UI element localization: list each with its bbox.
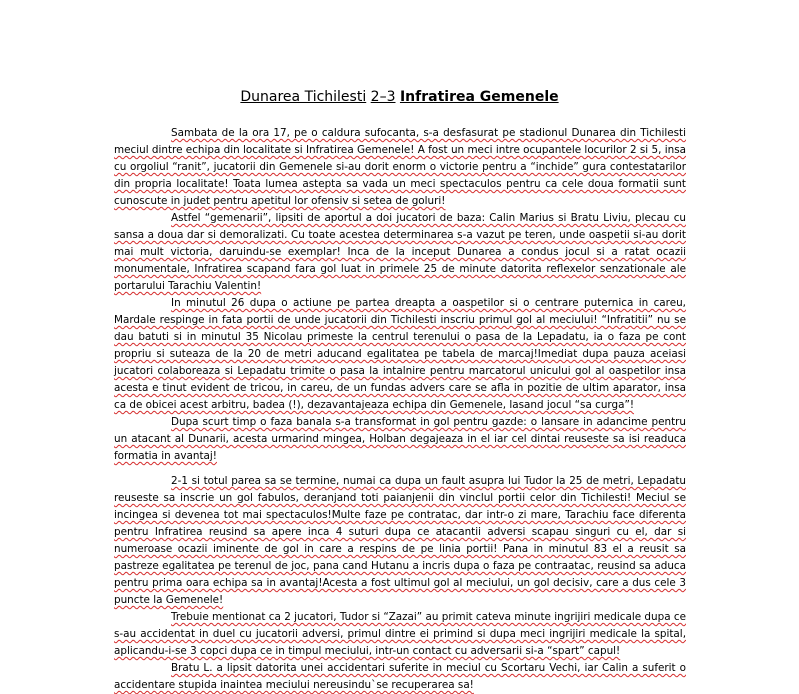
paragraph-1: Sambata de la ora 17, pe o caldura sufocanta, s-a desfasurat pe stadionul Dunarea din Tichilesti meciul dintre echipa din localitate si Infratirea Gemenele! A fost un meci intre ocupantele locurilor 2 si 5, insa cu orgoliul “ranit”, jucatorii din Gemenele si-au dorit enorm o victorie pentru a “inchide” gura contestatarilor din propria localitate! Toata lumea astepta sa vada un meci spectaculos pentru ca cele doua formatii sunt cunoscute in judet pentru apetitul lor ofensiv si setea de goluri! <box>114 127 686 207</box>
paragraph-4: Dupa scurt timp o faza banala s-a transformat in gol pentru gazde: o lansare in adancime pentru un atacant al Dunarii, acesta urmarind mingea, Holban degajeaza in el iar cel dintai reuseste sa isi readuca formatia in avantaj! <box>114 416 686 462</box>
paragraph-5: 2-1 si totul parea sa se termine, numai ca dupa un fault asupra lui Tudor la 25 de metri, Lepadatu reuseste sa inscrie un gol fabulos, deranjand toti paianjenii din vinclul portii celor din Tichilesti! Meciul se incingea si devenea tot mai spectaculos!Multe faze pe contratac, dar intr-o zi mare, Tarachiu face diferenta pentru Infratirea reusind sa apere inca 4 suturi dupa ce atacantii adversi scapau singuri cu el, dar si numeroase ocazii iminente de gol in care a respins de pe linia portii! Pana in minutul 83 el a reusit sa pastreze egalitatea pe terenul de joc, pana cand Hutanu a incris dupa o faza pe contraatac, reusind sa aduca pentru prima oara echipa sa in avantaj!Acesta a fost ultimul gol al meciului, un gol decisiv, care a dus cele 3 puncte la Gemenele! <box>114 475 686 606</box>
title-away-team: Infratirea Gemenele <box>399 89 559 105</box>
article-body <box>114 125 686 694</box>
paragraph-3: In minutul 26 dupa o actiune pe partea dreapta a oaspetilor si o centrare puternica in careu, Mardale respinge in fata portii de unde jucatorii din Tichilesti inscriu primul gol al meciului! “Infratitii” nu se dau batuti si in minutul 35 Nicolau primeste la centrul terenului o pasa de la Lepadatu, ia o faza pe cont propriu si suteaza de la 20 de metri aducand egalitatea pe tabela de marcaj!Imediat dupa pauza aceiasi jucatori colaboreaza si Lepadatu trimite o pasa la intalnire pentru marcatorul unicului gol al oaspetilor insa acesta e tinut evident de tricou, in careu, de un fundas advers care se afla in pozitie de ultim aparator, insa ca de obicei acest arbitru, badea (!), dezavantajeaza echipa din Gemenele, lasand jocul “sa curga”! <box>114 297 686 411</box>
title-home-team: Dunarea Tichilesti <box>240 89 367 105</box>
title-score: 2–3 <box>370 89 396 105</box>
paragraph-6: Trebuie mentionat ca 2 jucatori, Tudor si “Zazai” au primit cateva minute ingrijiri medicale dupa ce s-au accidentat in duel cu jucatorii adversi, primul dintre ei primind si dupa meci ingrijiri medicale la spital, aplicandu-i-se 3 copci dupa ce in timpul meciului, intr-un contact cu adversarii si-a “spart” capul! <box>114 611 686 657</box>
article-title <box>0 88 799 106</box>
paragraph-2: Astfel “gemenarii”, lipsiti de aportul a doi jucatori de baza: Calin Marius si Bratu Liviu, plecau cu sansa a doua dar si demoralizati. Cu toate acestea determinarea s-a vazut pe teren, unde oaspetii si-au dorit mai mult victoria, daruindu-se exemplar! Inca de la inceput Dunarea a condus jocul si a ratat ocazii monumentale, Infratirea scapand fara gol luat in primele 25 de minute datorita reflexelor senzationale ale portarului Tarachiu Valentin! <box>114 212 686 292</box>
paragraph-7: Bratu L. a lipsit datorita unei accidentari suferite in meciul cu Scortaru Vechi, iar Calin a suferit o accidentare stupida inaintea meciului nereusindu`se recuperarea sa! <box>114 662 686 691</box>
